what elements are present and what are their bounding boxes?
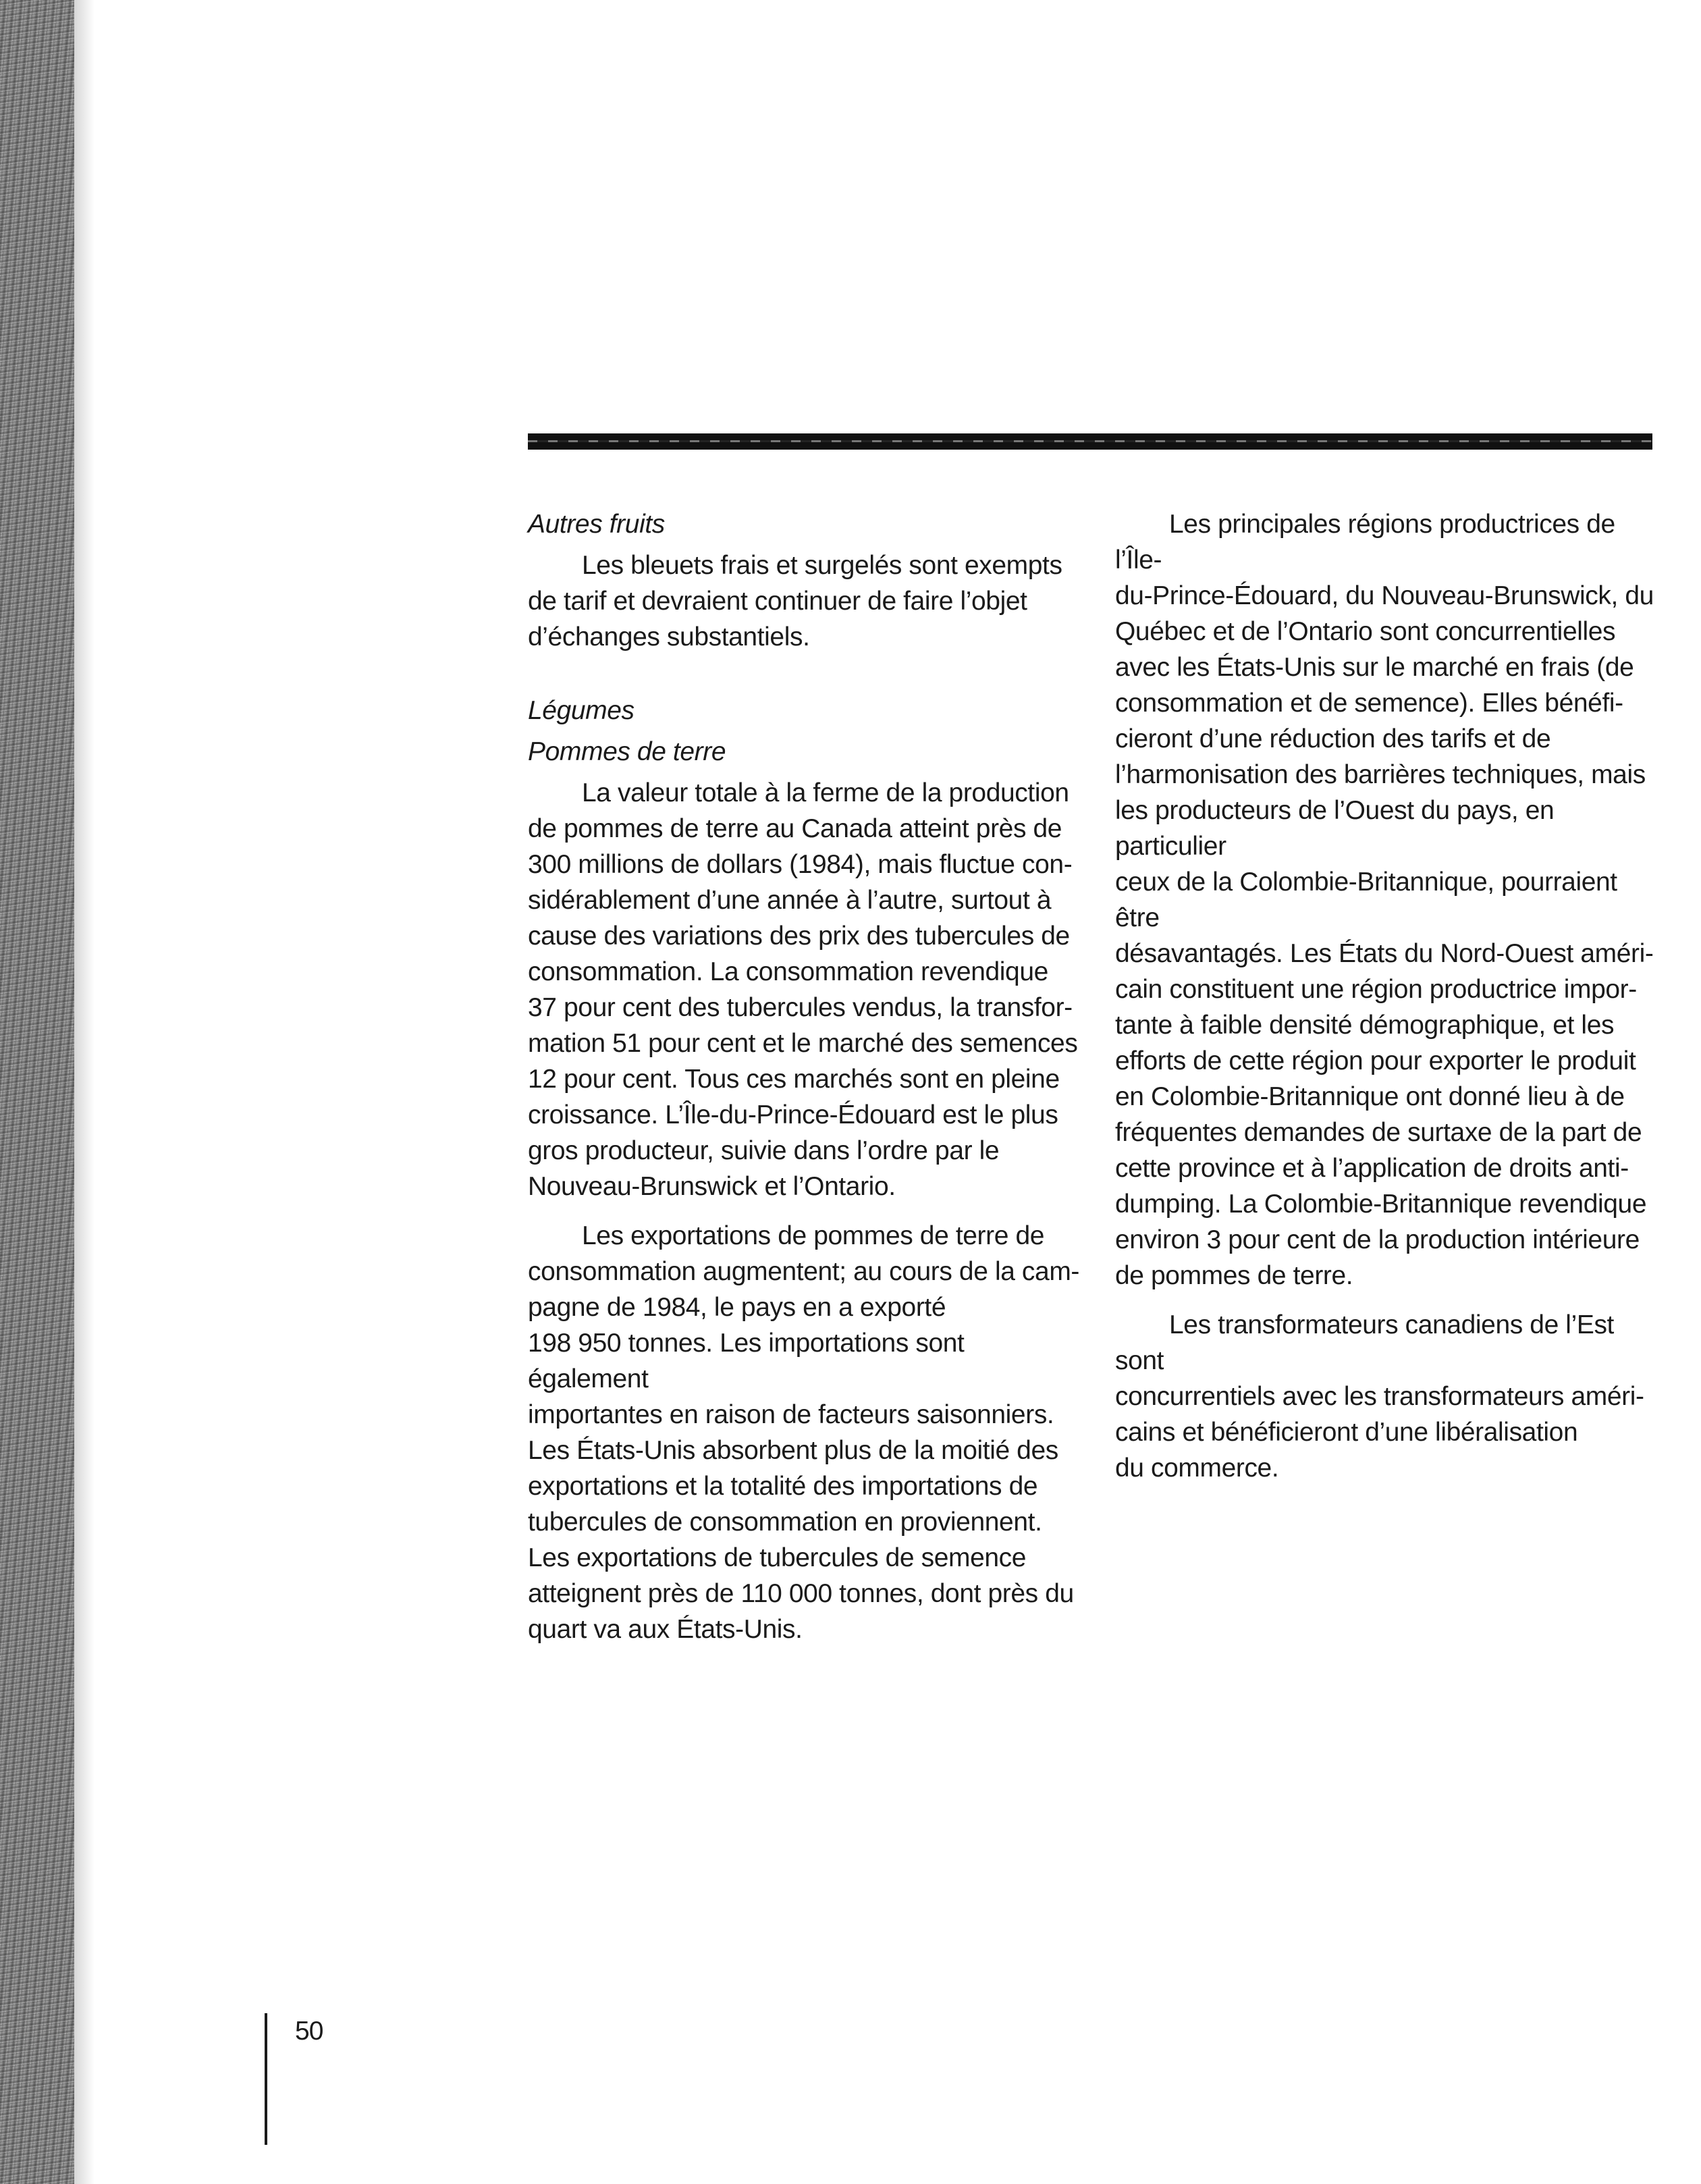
page-number: 50 [295, 2017, 323, 2046]
header-rule [528, 433, 1652, 450]
paragraph-exports: Les exportations de pommes de terre de consommation augmentent; au cours de la cam- pagne de 1984, le pays en a exporté 198 950 tonnes. Les importations sont également importantes en raison de facteurs saisonniers. Les États-Unis absorbent plus de la moitié des exportations et la totalité des importations de tubercules de consommation en proviennent. Les exportations de tubercules de semence atteignent près de 110 000 tonnes, dont près du quart va aux États-Unis. [528, 1221, 1079, 1644]
scanned-page-edge [0, 0, 74, 2184]
page-number-rule [265, 2013, 267, 2145]
paragraph-blueberries: Les bleuets frais et surgelés sont exempts de tarif et devraient continuer de faire l’objet d’échanges substantiels. [528, 551, 1062, 651]
heading-potatoes: Pommes de terre [528, 737, 726, 766]
paragraph-processors: Les transformateurs canadiens de l’Est sont concurrentiels avec les transformateurs améri- cains et bénéficieront d’une libéralisation du commerce. [1115, 1310, 1644, 1483]
paragraph-farm-value: La valeur totale à la ferme de la production de pommes de terre au Canada atteint près de 300 millions de dollars (1984), mais fluctue con- sidérablement d’une année à l’autre, surtout à cause des variations des prix des tubercules de consommation. La consommation revendique 37 pour cent des tubercules vendus, la transfor- mation 51 pour cent et le marché des semences 12 pour cent. Tous ces marchés sont en pleine croissance. L’Île-du-Prince-Édouard est le plus gros producteur, suivie dans l’ordre par le Nouveau-Brunswick et l’Ontario. [528, 778, 1078, 1201]
heading-other-fruits: Autres fruits [528, 510, 665, 539]
heading-vegetables: Légumes [528, 696, 634, 725]
paragraph-producing-regions: Les principales régions productrices de l’Île- du-Prince-Édouard, du Nouveau-Brunswick, du Québec et de l’Ontario sont concurrentielles avec les États-Unis sur le marché en frais (de consommation et de semence). Elles bénéfi- cieront d’une réduction des tarifs et de l’harmonisation des barrières techniques, mais les producteurs de l’Ouest du pays, en particulier ceux de la Colombie-Britannique, pourraient être désavantagés. Les États du Nord-Ouest améri- cain constituent une région productrice impor- tante à faible densité démographique, et les efforts de cette région pour exporter le produit en Colombie-Britannique ont donné lieu à de fréquentes demandes de surtaxe de la part de cette province et à l’application de droits anti- dumping. La Colombie-Britannique revendique environ 3 pour cent de la production intérieure de pommes de terre. [1115, 510, 1654, 1290]
right-column [1115, 506, 1662, 1486]
left-column [528, 506, 1081, 1647]
